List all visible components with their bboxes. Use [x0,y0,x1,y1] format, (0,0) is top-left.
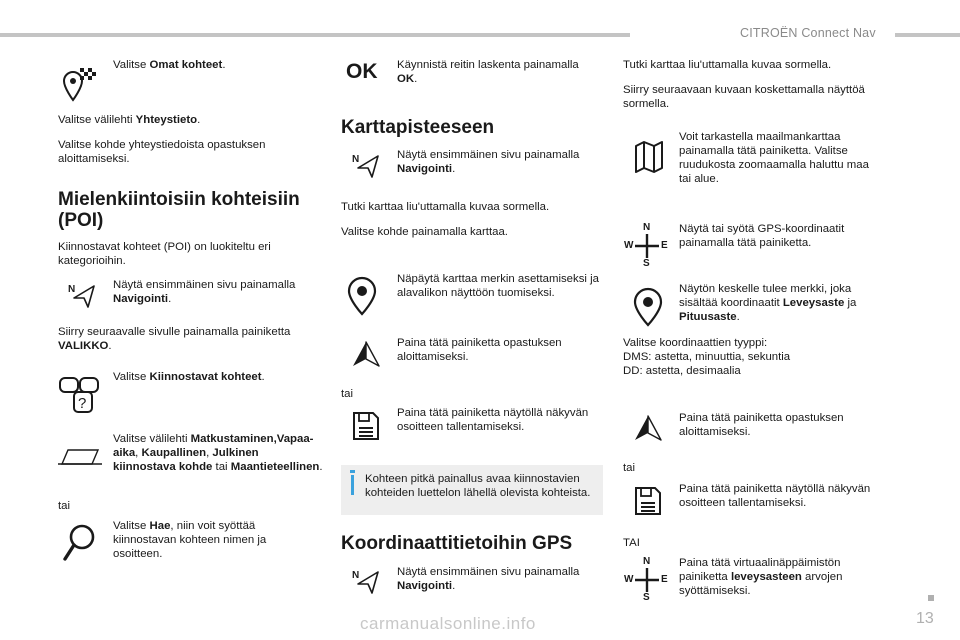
poi-help-icon [58,372,104,414]
long-press-note-text: Kohteen pitkä painallus avaa kiinnostavien kohteiden luettelon lähellä olevista kohteista. [365,473,591,499]
select-poi-text: Valitse Kiinnostavat kohteet. [113,371,265,383]
save-icon [633,485,663,517]
world-map-text: Voit tarkastella maailmankarttaa painamalla tätä painiketta. Valitse ruudukosta zoomaamalla haluttu maa tai alue. [679,131,869,185]
or-text-1: tai [58,500,71,512]
or-text-3: tai [623,462,636,474]
marker-coordinates-text: Näytön keskelle tulee merkki, joka sisältää koordinaatit Leveysaste ja Pituusaste. [679,283,857,323]
coord-dd-text: DD: astetta, desimaalia [623,365,741,377]
coord-dms-text: DMS: astetta, minuuttia, sekuntia [623,351,791,363]
next-image-text: Siirry seuraavaan kuvaan koskettamalla näyttöä sormella. [623,84,865,110]
world-map-icon [634,140,664,174]
latitude-keyboard-text: Paina tätä virtuaalinäppäimistön painiketta leveysasteen arvojen syöttämiseksi. [679,557,843,597]
compass-s: S [643,592,650,603]
compass-n: N [643,222,651,233]
header-rule-right [895,33,960,37]
page-number: 13 [916,610,934,627]
select-contact-text: Valitse kohde yhteystiedoista opastuksen aloittamiseksi. [58,139,266,165]
select-my-destinations-text: Valitse Omat kohteet. [113,59,226,71]
poi-heading: Mielenkiintoisiin kohteisiin (POI) [58,189,300,231]
save-address-text-1: Paina tätä painiketta näytöllä näkyvän osoitteen tallentamiseksi. [397,407,589,433]
compass-n: N [643,556,651,567]
compass-e: E [661,574,668,585]
svg-text:N: N [352,570,360,581]
info-icon-bar [351,475,354,495]
next-page-menu-text: Siirry seuraavalle sivulle painamalla painiketta VALIKKO. [58,326,291,352]
select-destination-map-text: Valitse kohde painamalla karttaa. [341,226,508,238]
select-contact-tab-text: Valitse välilehti Yhteystieto. [58,114,201,126]
start-route-text: Käynnistä reitin laskenta painamalla OK. [397,59,579,85]
svg-text:?: ? [78,395,87,412]
running-title: CITROËN Connect Nav [740,26,876,40]
search-poi-text: Valitse Hae, niin voit syöttää kiinnostavan kohteen nimen ja osoitteen. [113,520,267,560]
poi-categories-text: Kiinnostavat kohteet (POI) on luokiteltu eri kategorioihin. [58,241,271,267]
location-pin-icon [345,276,379,316]
compass-gps-icon [624,556,670,604]
compass-w: W [624,574,634,585]
gps-coordinates-text: Näytä tai syötä GPS-koordinaatit painamalla tätä painiketta. [679,223,845,249]
save-address-text-2: Paina tätä painiketta näytöllä näkyvän osoitteen tallentamiseksi. [679,483,871,509]
select-category-tab-text: Valitse välilehti Matkustaminen,Vapaa-aika, Kaupallinen, Julkinen kiinnostava kohde tai Maantieteellinen. [113,433,323,473]
navigation-arrow-icon [352,568,382,594]
save-icon [351,410,381,442]
navigation-arrow-icon [68,282,98,308]
navigation-arrow-icon [350,340,380,368]
navigation-arrow-icon [352,152,382,178]
destination-flag-icon [60,66,100,102]
page-marker [928,595,934,601]
tab-icon [58,446,102,466]
svg-text:N: N [352,154,360,165]
location-pin-icon [631,287,665,327]
explore-map-text-2: Tutki karttaa liu'uttamalla kuvaa sormella. [623,59,832,71]
show-nav-page-text-2: Näytä ensimmäinen sivu painamalla Navigointi. [397,149,580,175]
compass-e: E [661,240,668,251]
navigation-arrow-icon [632,414,662,442]
gps-heading: Koordinaattitietoihin GPS [341,533,573,554]
ok-button-icon: OK [346,60,378,83]
header-rule [0,33,630,37]
explore-map-text: Tutki karttaa liu'uttamalla kuvaa sormella. [341,201,550,213]
start-guidance-text-2: Paina tätä painiketta opastuksen aloittamiseksi. [679,412,844,438]
info-icon [350,470,355,473]
compass-gps-icon [624,222,670,270]
compass-w: W [624,240,634,251]
start-guidance-text-1: Paina tätä painiketta opastuksen aloittamiseksi. [397,337,562,363]
watermark: carmanualsonline.info [360,614,536,633]
magnifier-icon [62,523,98,563]
or-text-2: tai [341,388,354,400]
map-point-heading: Karttapisteeseen [341,117,495,138]
coord-type-text: Valitse koordinaattien tyyppi: [623,337,768,349]
svg-text:N: N [68,284,76,295]
or-text-4: TAI [623,537,640,549]
compass-s: S [643,258,650,269]
tap-map-marker-text: Näpäytä karttaa merkin asettamiseksi ja alavalikon näyttöön tuomiseksi. [397,273,599,299]
show-nav-page-text-1: Näytä ensimmäinen sivu painamalla Navigointi. [113,279,296,305]
show-nav-page-text-3: Näytä ensimmäinen sivu painamalla Navigointi. [397,566,580,592]
info-note-box [341,465,603,515]
